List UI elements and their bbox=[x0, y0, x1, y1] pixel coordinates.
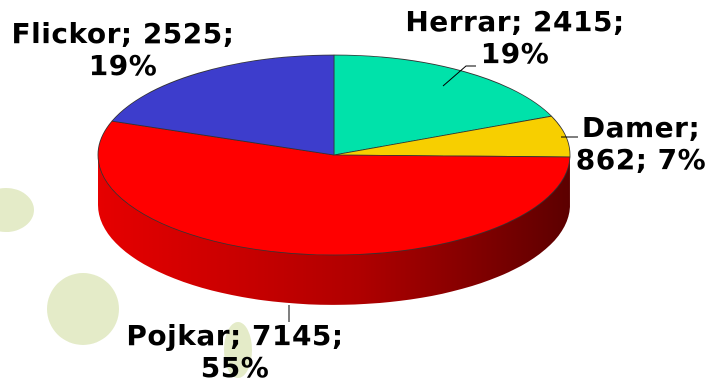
background-circle bbox=[47, 273, 119, 345]
slice-label-damer-line2: 862; 7% bbox=[575, 143, 707, 176]
slice-label-pojkar bbox=[120, 320, 350, 384]
background-circle bbox=[0, 188, 34, 232]
slice-label-damer bbox=[566, 112, 711, 176]
slice-label-pojkar-line1: Pojkar; 7145; bbox=[126, 319, 344, 352]
slice-label-pojkar-line2: 55% bbox=[200, 351, 270, 384]
slice-label-herrar-line2: 19% bbox=[480, 37, 550, 70]
slice-label-flickor-line2: 19% bbox=[88, 49, 158, 82]
slice-label-damer-line1: Damer; bbox=[581, 111, 701, 144]
slice-label-herrar bbox=[400, 6, 630, 70]
slice-label-flickor-line1: Flickor; 2525; bbox=[11, 17, 235, 50]
slice-label-flickor bbox=[8, 18, 238, 82]
slice-label-herrar-line1: Herrar; 2415; bbox=[405, 5, 625, 38]
